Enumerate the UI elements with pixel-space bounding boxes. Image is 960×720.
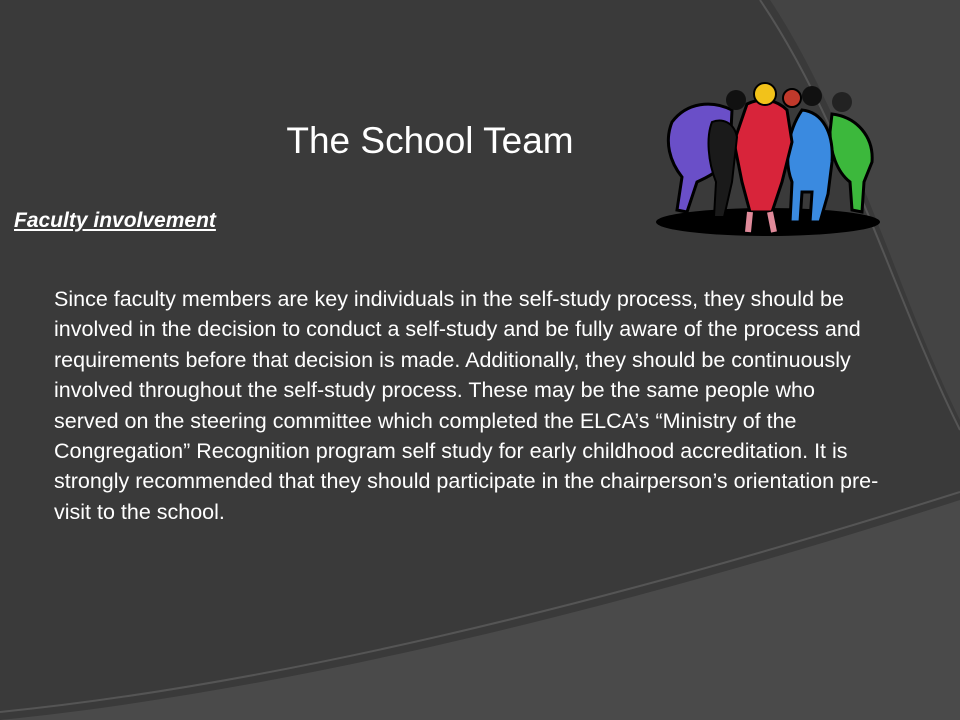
body-paragraph: Since faculty members are key individuals in the self-study process, they should be involved in the decision to conduct a self-study and be fully aware of the process and requirements before that decision is made. Additionally, they should be continuously involved throughout the self-study process. These may be the same people who served on the steering committee which completed the ELCA’s “Ministry of the Congregation” Recognition program self study for early childhood accreditation. It is strongly recommended that they should participate in the chairperson’s orientation pre-visit to the school.	[54, 287, 879, 524]
slide-title: The School Team	[286, 120, 574, 161]
section-subheading: Faculty involvement	[14, 209, 216, 232]
team-huddle-icon	[652, 82, 884, 242]
